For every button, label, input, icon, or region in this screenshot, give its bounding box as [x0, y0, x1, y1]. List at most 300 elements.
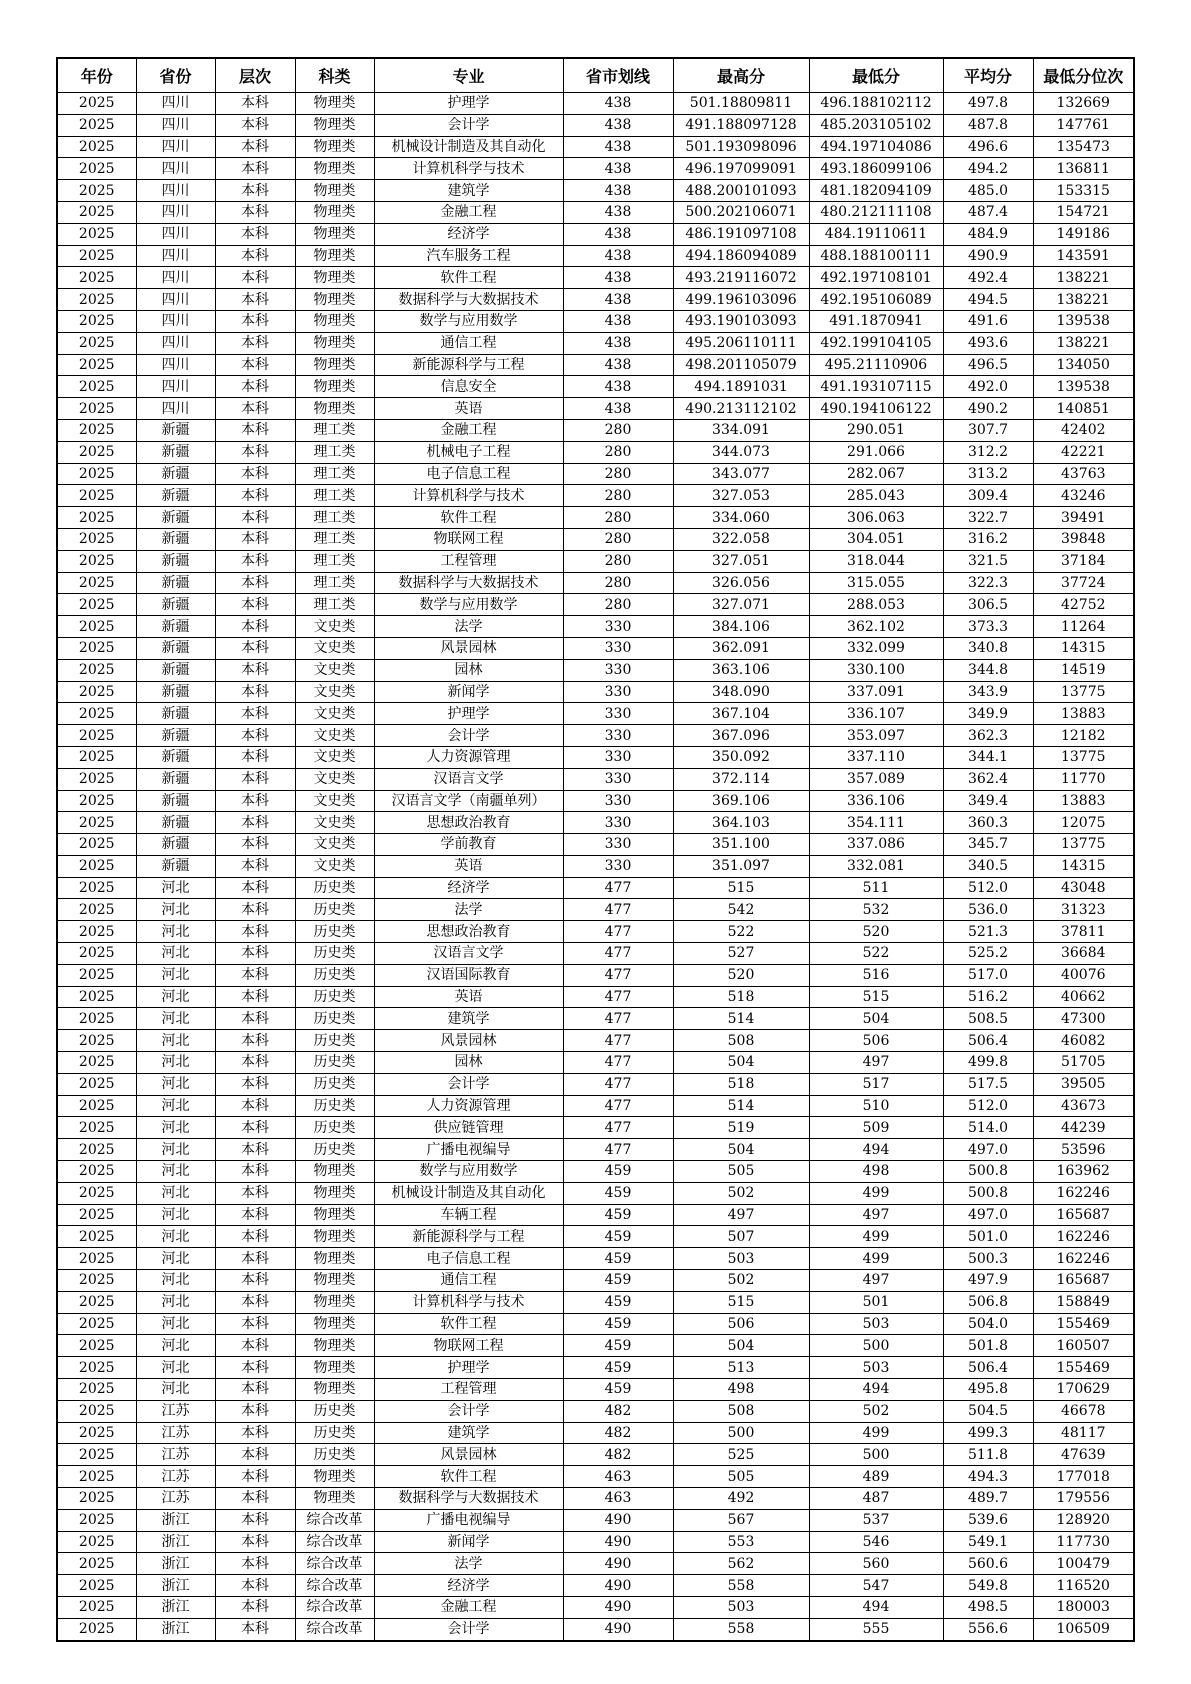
- cell-max-score: 499.196103096: [673, 289, 809, 311]
- cell-province: 河北: [136, 1313, 215, 1335]
- cell-province: 新疆: [136, 419, 215, 441]
- cell-major: 数据科学与大数据技术: [374, 572, 563, 594]
- table-row: [57, 93, 1134, 115]
- cell-province: 四川: [136, 289, 215, 311]
- cell-major: 广播电视编导: [374, 1509, 563, 1531]
- cell-provincial-line: 477: [563, 1073, 673, 1095]
- cell-major: 英语: [374, 855, 563, 877]
- cell-min-rank: 128920: [1033, 1509, 1134, 1531]
- cell-avg-score: 536.0: [943, 899, 1033, 921]
- cell-max-score: 519: [673, 1117, 809, 1139]
- cell-level: 本科: [215, 507, 295, 529]
- cell-year: 2025: [57, 1335, 136, 1357]
- cell-major: 人力资源管理: [374, 746, 563, 768]
- cell-avg-score: 362.3: [943, 725, 1033, 747]
- cell-provincial-line: 330: [563, 637, 673, 659]
- cell-min-score: 560: [809, 1553, 943, 1575]
- table-row: [57, 463, 1134, 485]
- cell-avg-score: 511.8: [943, 1444, 1033, 1466]
- cell-provincial-line: 490: [563, 1575, 673, 1597]
- cell-level: 本科: [215, 1422, 295, 1444]
- cell-level: 本科: [215, 1270, 295, 1292]
- cell-min-rank: 163962: [1033, 1161, 1134, 1183]
- cell-level: 本科: [215, 201, 295, 223]
- cell-year: 2025: [57, 332, 136, 354]
- table-row: [57, 1161, 1134, 1183]
- cell-major: 护理学: [374, 1357, 563, 1379]
- cell-max-score: 508: [673, 1030, 809, 1052]
- table-row: [57, 768, 1134, 790]
- cell-min-score: 546: [809, 1531, 943, 1553]
- cell-provincial-line: 438: [563, 93, 673, 115]
- cell-min-rank: 43673: [1033, 1095, 1134, 1117]
- cell-category: 理工类: [295, 507, 374, 529]
- cell-avg-score: 494.2: [943, 158, 1033, 180]
- cell-year: 2025: [57, 659, 136, 681]
- cell-min-rank: 14519: [1033, 659, 1134, 681]
- cell-category: 物理类: [295, 136, 374, 158]
- cell-max-score: 505: [673, 1161, 809, 1183]
- cell-year: 2025: [57, 354, 136, 376]
- cell-category: 物理类: [295, 354, 374, 376]
- cell-category: 历史类: [295, 1073, 374, 1095]
- cell-min-score: 487: [809, 1488, 943, 1510]
- cell-min-score: 504: [809, 1008, 943, 1030]
- cell-provincial-line: 459: [563, 1226, 673, 1248]
- cell-level: 本科: [215, 1313, 295, 1335]
- cell-year: 2025: [57, 964, 136, 986]
- cell-major: 金融工程: [374, 201, 563, 223]
- cell-max-score: 500.202106071: [673, 201, 809, 223]
- cell-min-score: 362.102: [809, 616, 943, 638]
- cell-category: 物理类: [295, 1161, 374, 1183]
- cell-min-score: 288.053: [809, 594, 943, 616]
- cell-level: 本科: [215, 354, 295, 376]
- cell-provincial-line: 280: [563, 463, 673, 485]
- cell-year: 2025: [57, 746, 136, 768]
- table-row: [57, 485, 1134, 507]
- cell-avg-score: 539.6: [943, 1509, 1033, 1531]
- cell-level: 本科: [215, 986, 295, 1008]
- cell-provincial-line: 280: [563, 441, 673, 463]
- table-row: [57, 507, 1134, 529]
- cell-year: 2025: [57, 1073, 136, 1095]
- cell-category: 综合改革: [295, 1575, 374, 1597]
- cell-min-rank: 14315: [1033, 637, 1134, 659]
- cell-provincial-line: 490: [563, 1618, 673, 1640]
- cell-major: 人力资源管理: [374, 1095, 563, 1117]
- cell-avg-score: 491.6: [943, 310, 1033, 332]
- cell-category: 历史类: [295, 1008, 374, 1030]
- cell-year: 2025: [57, 1226, 136, 1248]
- cell-max-score: 384.106: [673, 616, 809, 638]
- cell-max-score: 498: [673, 1379, 809, 1401]
- cell-province: 河北: [136, 1357, 215, 1379]
- table-row: [57, 1379, 1134, 1401]
- cell-avg-score: 373.3: [943, 616, 1033, 638]
- cell-min-score: 304.051: [809, 528, 943, 550]
- cell-category: 物理类: [295, 1379, 374, 1401]
- cell-avg-score: 560.6: [943, 1553, 1033, 1575]
- column-header-min-rank: 最低分位次: [1033, 58, 1134, 93]
- cell-category: 历史类: [295, 1052, 374, 1074]
- cell-category: 文史类: [295, 812, 374, 834]
- cell-province: 四川: [136, 332, 215, 354]
- cell-year: 2025: [57, 1182, 136, 1204]
- cell-level: 本科: [215, 1030, 295, 1052]
- cell-category: 物理类: [295, 201, 374, 223]
- cell-min-rank: 155469: [1033, 1313, 1134, 1335]
- table-row: [57, 1226, 1134, 1248]
- cell-avg-score: 494.3: [943, 1466, 1033, 1488]
- cell-max-score: 542: [673, 899, 809, 921]
- cell-min-rank: 11770: [1033, 768, 1134, 790]
- cell-provincial-line: 459: [563, 1291, 673, 1313]
- table-row: [57, 1008, 1134, 1030]
- cell-min-score: 337.091: [809, 681, 943, 703]
- cell-avg-score: 344.8: [943, 659, 1033, 681]
- cell-max-score: 558: [673, 1618, 809, 1640]
- cell-province: 新疆: [136, 855, 215, 877]
- cell-year: 2025: [57, 267, 136, 289]
- cell-avg-score: 312.2: [943, 441, 1033, 463]
- cell-category: 历史类: [295, 1139, 374, 1161]
- cell-avg-score: 499.3: [943, 1422, 1033, 1444]
- cell-min-score: 491.1870941: [809, 310, 943, 332]
- cell-major: 汉语国际教育: [374, 964, 563, 986]
- cell-major: 机械设计制造及其自动化: [374, 1182, 563, 1204]
- cell-max-score: 498.201105079: [673, 354, 809, 376]
- cell-min-score: 336.107: [809, 703, 943, 725]
- cell-provincial-line: 438: [563, 398, 673, 420]
- cell-max-score: 495.206110111: [673, 332, 809, 354]
- table-row: [57, 1182, 1134, 1204]
- cell-avg-score: 497.0: [943, 1204, 1033, 1226]
- table-row: [57, 419, 1134, 441]
- table-row: [57, 746, 1134, 768]
- cell-min-score: 509: [809, 1117, 943, 1139]
- cell-min-rank: 165687: [1033, 1204, 1134, 1226]
- cell-year: 2025: [57, 1444, 136, 1466]
- table-row: [57, 943, 1134, 965]
- cell-avg-score: 506.4: [943, 1357, 1033, 1379]
- cell-province: 河北: [136, 921, 215, 943]
- cell-province: 河北: [136, 1117, 215, 1139]
- cell-max-score: 343.077: [673, 463, 809, 485]
- cell-min-rank: 42402: [1033, 419, 1134, 441]
- cell-min-rank: 14315: [1033, 855, 1134, 877]
- cell-avg-score: 525.2: [943, 943, 1033, 965]
- cell-provincial-line: 459: [563, 1248, 673, 1270]
- column-header-provincial-line: 省市划线: [563, 58, 673, 93]
- cell-major: 新闻学: [374, 1531, 563, 1553]
- cell-min-score: 332.099: [809, 637, 943, 659]
- cell-min-rank: 13883: [1033, 703, 1134, 725]
- cell-min-rank: 162246: [1033, 1182, 1134, 1204]
- cell-avg-score: 500.8: [943, 1182, 1033, 1204]
- cell-avg-score: 490.2: [943, 398, 1033, 420]
- cell-category: 物理类: [295, 1226, 374, 1248]
- cell-provincial-line: 330: [563, 725, 673, 747]
- cell-provincial-line: 280: [563, 485, 673, 507]
- cell-provincial-line: 330: [563, 768, 673, 790]
- cell-avg-score: 362.4: [943, 768, 1033, 790]
- cell-avg-score: 484.9: [943, 223, 1033, 245]
- cell-max-score: 504: [673, 1139, 809, 1161]
- cell-year: 2025: [57, 572, 136, 594]
- cell-category: 文史类: [295, 637, 374, 659]
- cell-min-rank: 11264: [1033, 616, 1134, 638]
- cell-level: 本科: [215, 1466, 295, 1488]
- cell-year: 2025: [57, 681, 136, 703]
- cell-major: 风景园林: [374, 1444, 563, 1466]
- cell-avg-score: 487.8: [943, 114, 1033, 136]
- cell-category: 文史类: [295, 834, 374, 856]
- cell-max-score: 326.056: [673, 572, 809, 594]
- cell-province: 新疆: [136, 637, 215, 659]
- cell-max-score: 372.114: [673, 768, 809, 790]
- table-row: [57, 223, 1134, 245]
- cell-category: 物理类: [295, 310, 374, 332]
- cell-min-score: 497: [809, 1052, 943, 1074]
- cell-major: 数学与应用数学: [374, 1161, 563, 1183]
- cell-min-rank: 116520: [1033, 1575, 1134, 1597]
- cell-province: 河北: [136, 1161, 215, 1183]
- cell-max-score: 514: [673, 1095, 809, 1117]
- cell-category: 综合改革: [295, 1509, 374, 1531]
- cell-year: 2025: [57, 528, 136, 550]
- table-row: [57, 1248, 1134, 1270]
- cell-year: 2025: [57, 1422, 136, 1444]
- cell-year: 2025: [57, 1400, 136, 1422]
- cell-major: 法学: [374, 899, 563, 921]
- cell-major: 软件工程: [374, 1466, 563, 1488]
- cell-level: 本科: [215, 441, 295, 463]
- cell-level: 本科: [215, 616, 295, 638]
- table-row: [57, 1444, 1134, 1466]
- table-row: [57, 1488, 1134, 1510]
- cell-level: 本科: [215, 1095, 295, 1117]
- cell-major: 软件工程: [374, 1313, 563, 1335]
- cell-year: 2025: [57, 768, 136, 790]
- cell-min-rank: 13775: [1033, 681, 1134, 703]
- table-row: [57, 594, 1134, 616]
- cell-level: 本科: [215, 1618, 295, 1640]
- cell-province: 新疆: [136, 812, 215, 834]
- cell-level: 本科: [215, 812, 295, 834]
- cell-provincial-line: 477: [563, 1139, 673, 1161]
- cell-min-rank: 40076: [1033, 964, 1134, 986]
- cell-category: 理工类: [295, 463, 374, 485]
- cell-major: 经济学: [374, 877, 563, 899]
- cell-province: 新疆: [136, 463, 215, 485]
- cell-level: 本科: [215, 419, 295, 441]
- cell-avg-score: 345.7: [943, 834, 1033, 856]
- cell-avg-score: 492.0: [943, 376, 1033, 398]
- cell-avg-score: 343.9: [943, 681, 1033, 703]
- cell-provincial-line: 477: [563, 1008, 673, 1030]
- cell-level: 本科: [215, 964, 295, 986]
- cell-major: 机械设计制造及其自动化: [374, 136, 563, 158]
- cell-max-score: 486.191097108: [673, 223, 809, 245]
- cell-min-rank: 13775: [1033, 834, 1134, 856]
- cell-provincial-line: 438: [563, 332, 673, 354]
- cell-province: 江苏: [136, 1488, 215, 1510]
- cell-min-score: 330.100: [809, 659, 943, 681]
- cell-year: 2025: [57, 1575, 136, 1597]
- cell-max-score: 488.200101093: [673, 180, 809, 202]
- cell-category: 物理类: [295, 1204, 374, 1226]
- cell-year: 2025: [57, 1008, 136, 1030]
- cell-min-score: 500: [809, 1335, 943, 1357]
- cell-major: 新能源科学与工程: [374, 354, 563, 376]
- cell-provincial-line: 477: [563, 921, 673, 943]
- table-row: [57, 1357, 1134, 1379]
- cell-max-score: 496.197099091: [673, 158, 809, 180]
- cell-max-score: 562: [673, 1553, 809, 1575]
- cell-provincial-line: 438: [563, 180, 673, 202]
- cell-major: 经济学: [374, 223, 563, 245]
- cell-year: 2025: [57, 1248, 136, 1270]
- cell-category: 文史类: [295, 746, 374, 768]
- table-row: [57, 637, 1134, 659]
- cell-min-rank: 13775: [1033, 746, 1134, 768]
- cell-min-rank: 36684: [1033, 943, 1134, 965]
- cell-level: 本科: [215, 1553, 295, 1575]
- column-header-level: 层次: [215, 58, 295, 93]
- cell-avg-score: 360.3: [943, 812, 1033, 834]
- table-row: [57, 1270, 1134, 1292]
- cell-provincial-line: 438: [563, 267, 673, 289]
- cell-min-score: 485.203105102: [809, 114, 943, 136]
- cell-provincial-line: 459: [563, 1357, 673, 1379]
- cell-major: 工程管理: [374, 1379, 563, 1401]
- cell-category: 物理类: [295, 245, 374, 267]
- cell-year: 2025: [57, 790, 136, 812]
- cell-avg-score: 504.5: [943, 1400, 1033, 1422]
- cell-provincial-line: 280: [563, 572, 673, 594]
- cell-avg-score: 498.5: [943, 1596, 1033, 1618]
- cell-year: 2025: [57, 93, 136, 115]
- cell-avg-score: 313.2: [943, 463, 1033, 485]
- cell-provincial-line: 459: [563, 1270, 673, 1292]
- cell-provincial-line: 490: [563, 1596, 673, 1618]
- cell-category: 物理类: [295, 1357, 374, 1379]
- cell-category: 文史类: [295, 790, 374, 812]
- table-row: [57, 136, 1134, 158]
- cell-level: 本科: [215, 746, 295, 768]
- cell-min-score: 499: [809, 1422, 943, 1444]
- cell-min-score: 492.197108101: [809, 267, 943, 289]
- table-row: [57, 986, 1134, 1008]
- table-row: [57, 1618, 1134, 1640]
- cell-year: 2025: [57, 1139, 136, 1161]
- cell-year: 2025: [57, 855, 136, 877]
- cell-avg-score: 489.7: [943, 1488, 1033, 1510]
- cell-major: 通信工程: [374, 1270, 563, 1292]
- cell-min-score: 492.199104105: [809, 332, 943, 354]
- cell-min-score: 497: [809, 1270, 943, 1292]
- cell-min-rank: 43246: [1033, 485, 1134, 507]
- cell-max-score: 494.186094089: [673, 245, 809, 267]
- column-header-province: 省份: [136, 58, 215, 93]
- cell-avg-score: 516.2: [943, 986, 1033, 1008]
- column-header-category: 科类: [295, 58, 374, 93]
- cell-province: 河北: [136, 1270, 215, 1292]
- cell-level: 本科: [215, 703, 295, 725]
- cell-min-score: 503: [809, 1313, 943, 1335]
- cell-province: 河北: [136, 1226, 215, 1248]
- cell-year: 2025: [57, 158, 136, 180]
- table-row: [57, 659, 1134, 681]
- cell-provincial-line: 477: [563, 943, 673, 965]
- cell-min-rank: 158849: [1033, 1291, 1134, 1313]
- cell-level: 本科: [215, 463, 295, 485]
- cell-provincial-line: 438: [563, 289, 673, 311]
- cell-provincial-line: 330: [563, 681, 673, 703]
- cell-level: 本科: [215, 1357, 295, 1379]
- cell-level: 本科: [215, 921, 295, 943]
- cell-province: 浙江: [136, 1509, 215, 1531]
- cell-category: 理工类: [295, 441, 374, 463]
- cell-province: 河北: [136, 986, 215, 1008]
- cell-major: 会计学: [374, 1073, 563, 1095]
- cell-category: 理工类: [295, 528, 374, 550]
- cell-min-rank: 31323: [1033, 899, 1134, 921]
- cell-province: 河北: [136, 964, 215, 986]
- cell-year: 2025: [57, 877, 136, 899]
- cell-year: 2025: [57, 1488, 136, 1510]
- cell-min-score: 522: [809, 943, 943, 965]
- cell-provincial-line: 459: [563, 1161, 673, 1183]
- cell-province: 江苏: [136, 1444, 215, 1466]
- cell-min-score: 354.111: [809, 812, 943, 834]
- cell-max-score: 327.053: [673, 485, 809, 507]
- table-row: [57, 180, 1134, 202]
- cell-provincial-line: 438: [563, 376, 673, 398]
- cell-major: 经济学: [374, 1575, 563, 1597]
- cell-year: 2025: [57, 245, 136, 267]
- cell-min-rank: 165687: [1033, 1270, 1134, 1292]
- table-row: [57, 725, 1134, 747]
- cell-max-score: 527: [673, 943, 809, 965]
- cell-min-rank: 47639: [1033, 1444, 1134, 1466]
- cell-major: 思想政治教育: [374, 812, 563, 834]
- cell-category: 物理类: [295, 180, 374, 202]
- header-row: [57, 58, 1134, 93]
- cell-max-score: 362.091: [673, 637, 809, 659]
- cell-max-score: 515: [673, 877, 809, 899]
- cell-min-rank: 42221: [1033, 441, 1134, 463]
- cell-min-rank: 139538: [1033, 310, 1134, 332]
- cell-provincial-line: 459: [563, 1313, 673, 1335]
- cell-category: 物理类: [295, 376, 374, 398]
- cell-category: 物理类: [295, 114, 374, 136]
- cell-max-score: 503: [673, 1248, 809, 1270]
- cell-level: 本科: [215, 943, 295, 965]
- cell-min-rank: 149186: [1033, 223, 1134, 245]
- cell-max-score: 502: [673, 1182, 809, 1204]
- cell-min-rank: 48117: [1033, 1422, 1134, 1444]
- table-row: [57, 267, 1134, 289]
- cell-major: 计算机科学与技术: [374, 158, 563, 180]
- cell-avg-score: 512.0: [943, 1095, 1033, 1117]
- cell-min-rank: 53596: [1033, 1139, 1134, 1161]
- cell-min-rank: 135473: [1033, 136, 1134, 158]
- cell-category: 物理类: [295, 1248, 374, 1270]
- cell-major: 机械电子工程: [374, 441, 563, 463]
- cell-province: 河北: [136, 1052, 215, 1074]
